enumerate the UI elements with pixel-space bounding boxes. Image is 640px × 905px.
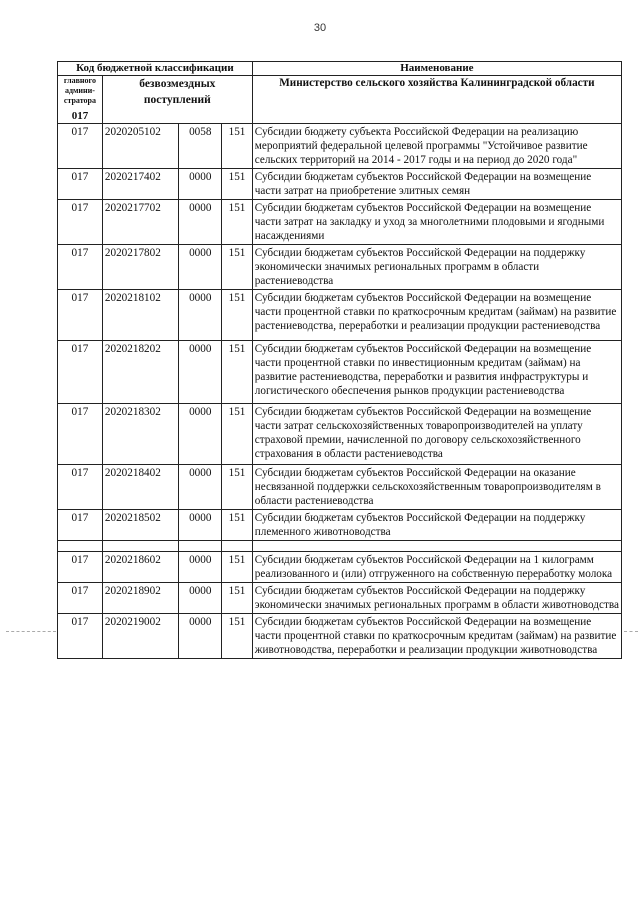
income-code: 2020218902	[102, 583, 178, 614]
income-name: Субсидии бюджетам субъектов Российской Федерации на возмещение части процентной ставки по краткосрочным кредитам (займам) на развитие животноводства, переработки и реализации продукции животноводства	[252, 614, 621, 659]
admin-code: 017	[58, 245, 103, 290]
table-row	[58, 510, 622, 541]
program-code: 0000	[179, 169, 222, 200]
income-code: 2020218602	[102, 552, 178, 583]
table-row	[58, 124, 622, 169]
admin-code: 017	[58, 200, 103, 245]
income-code: 2020218202	[102, 341, 178, 404]
income-code: 2020217802	[102, 245, 178, 290]
kosgu-code: 151	[222, 465, 253, 510]
program-code: 0000	[179, 341, 222, 404]
kosgu-code: 151	[222, 510, 253, 541]
program-code: 0058	[179, 124, 222, 169]
kosgu-code: 151	[222, 583, 253, 614]
program-code: 0000	[179, 200, 222, 245]
income-name: Субсидии бюджетам субъектов Российской Федерации на возмещение части затрат сельскохозяйственных товаропроизводителей на уплату страховой премии, начисленной по договору сельскохозяйственного страхования в области растениеводства	[252, 404, 621, 465]
program-code: 0000	[179, 552, 222, 583]
table-row	[58, 614, 622, 659]
admin-code: 017	[58, 290, 103, 341]
income-name: Субсидии бюджетам субъектов Российской Федерации на поддержку экономически значимых региональных программ в области животноводства	[252, 583, 621, 614]
blank-row	[58, 541, 622, 552]
admin-code: 017	[58, 404, 103, 465]
income-code: 2020218402	[102, 465, 178, 510]
income-name: Субсидии бюджетам субъектов Российской Федерации на оказание несвязанной поддержки сельскохозяйственным товаропроизводителям в области растениеводства	[252, 465, 621, 510]
income-name: Субсидии бюджетам субъектов Российской Федерации на возмещение части затрат на закладку и уход за многолетними плодовыми и ягодными насаждениями	[252, 200, 621, 245]
program-code: 0000	[179, 404, 222, 465]
table-row	[58, 465, 622, 510]
table-row	[58, 404, 622, 465]
table-row	[58, 290, 622, 341]
program-code: 0000	[179, 510, 222, 541]
header-admin: главного админи-стратора	[63, 76, 96, 105]
table-row	[58, 169, 622, 200]
table-header-row	[58, 62, 622, 76]
kosgu-code: 151	[222, 169, 253, 200]
income-code: 2020217402	[102, 169, 178, 200]
kosgu-code: 151	[222, 200, 253, 245]
admin-code-017: 017	[71, 110, 89, 122]
program-code: 0000	[179, 290, 222, 341]
income-code: 2020205102	[102, 124, 178, 169]
admin-code: 017	[58, 583, 103, 614]
kosgu-code: 151	[222, 341, 253, 404]
income-name: Субсидии бюджетам субъектов Российской Федерации на возмещение части затрат на приобретение элитных семян	[252, 169, 621, 200]
budget-classification-table	[57, 61, 622, 659]
income-code: 2020219002	[102, 614, 178, 659]
kosgu-code: 151	[222, 124, 253, 169]
income-name: Субсидии бюджетам субъектов Российской Федерации на возмещение части процентной ставки по инвестиционным кредитам (займам) на развитие растениеводства, переработки и развития инфраструктуры и логистического обеспечения рынков продукции растениеводства	[252, 341, 621, 404]
ministry-title: Министерство сельского хозяйства Калининградской области	[252, 76, 621, 124]
table-row	[58, 552, 622, 583]
admin-code: 017	[58, 465, 103, 510]
header-name: Наименование	[400, 62, 474, 74]
program-code: 0000	[179, 465, 222, 510]
program-code: 0000	[179, 245, 222, 290]
income-code: 2020218302	[102, 404, 178, 465]
income-name: Субсидии бюджетам субъектов Российской Федерации на поддержку племенного животноводства	[252, 510, 621, 541]
admin-code: 017	[58, 614, 103, 659]
table-row	[58, 245, 622, 290]
admin-code: 017	[58, 169, 103, 200]
kosgu-code: 151	[222, 290, 253, 341]
kosgu-code: 151	[222, 404, 253, 465]
page-number: 30	[313, 22, 327, 34]
income-name: Субсидии бюджетам субъектов Российской Федерации на возмещение части процентной ставки по краткосрочным кредитам (займам) на развитие растениеводства, переработки и реализации продукции растениеводства	[252, 290, 621, 341]
income-code: 2020218102	[102, 290, 178, 341]
admin-code: 017	[58, 552, 103, 583]
header-admin-cell	[58, 76, 103, 124]
income-code: 2020217702	[102, 200, 178, 245]
program-code: 0000	[179, 583, 222, 614]
header-receipts: безвозмездных поступлений	[102, 76, 252, 124]
scan-divider-right	[624, 631, 638, 632]
admin-code: 017	[58, 510, 103, 541]
income-name: Субсидии бюджетам субъектов Российской Федерации на 1 килограмм реализованного и (или) отгруженного на собственную переработку молока	[252, 552, 621, 583]
income-name: Субсидии бюджету субъекта Российской Федерации на реализацию мероприятий федеральной целевой программы "Устойчивое развитие сельских территорий на 2014 - 2017 годы и на период до 2020 года"	[252, 124, 621, 169]
income-code: 2020218502	[102, 510, 178, 541]
kosgu-code: 151	[222, 552, 253, 583]
kosgu-code: 151	[222, 614, 253, 659]
table-row	[58, 341, 622, 404]
scan-divider-left	[6, 631, 56, 632]
table-row	[58, 200, 622, 245]
header-classification-code: Код бюджетной классификации	[58, 62, 253, 76]
admin-code: 017	[58, 124, 103, 169]
income-name: Субсидии бюджетам субъектов Российской Федерации на поддержку экономически значимых региональных программ в области растениеводства	[252, 245, 621, 290]
header-name-cell	[252, 62, 621, 76]
table-row	[58, 583, 622, 614]
kosgu-code: 151	[222, 245, 253, 290]
program-code: 0000	[179, 614, 222, 659]
admin-code: 017	[58, 341, 103, 404]
